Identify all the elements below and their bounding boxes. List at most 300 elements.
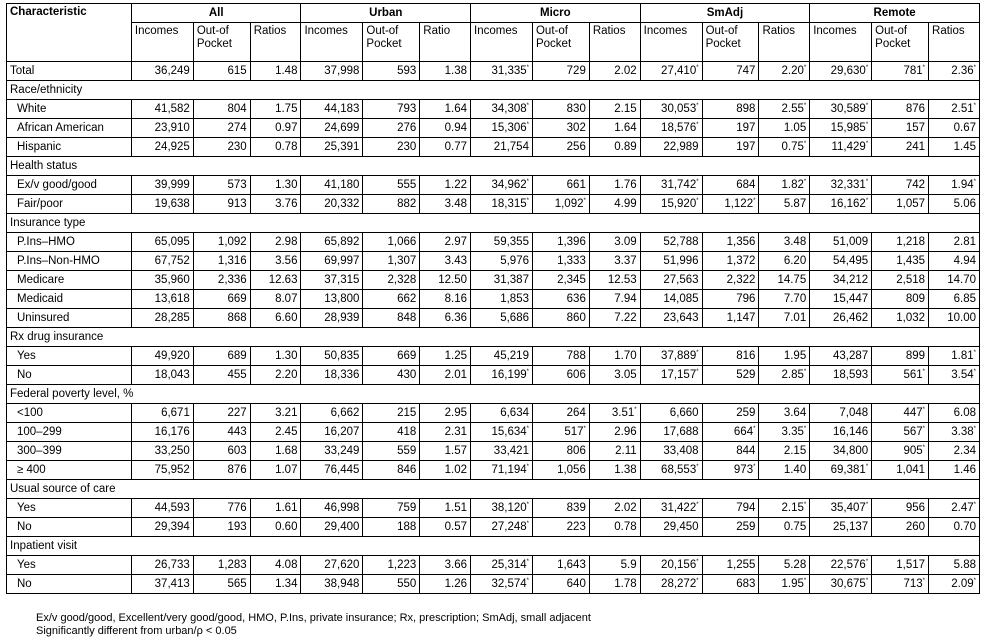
significance-marker: * xyxy=(583,198,586,205)
table-cell: 1,517 xyxy=(872,556,929,575)
table-cell: 26,462 xyxy=(810,309,872,328)
table-cell: 1.76 xyxy=(589,176,640,195)
table-cell: 2.15* xyxy=(759,499,810,518)
table-cell: 793 xyxy=(363,100,420,119)
significance-marker: * xyxy=(865,559,869,566)
table-cell: 29,450 xyxy=(640,518,702,537)
table-cell: 34,800 xyxy=(810,442,872,461)
table-cell: 1,255 xyxy=(702,556,759,575)
table-cell: 3.48 xyxy=(759,233,810,252)
row-label: Yes xyxy=(7,347,132,366)
table-cell: 18,315* xyxy=(471,195,533,214)
group-header-row xyxy=(7,4,980,23)
table-cell: 662 xyxy=(363,290,420,309)
table-cell: 17,688 xyxy=(640,423,702,442)
table-cell: 69,997 xyxy=(301,252,363,271)
significance-marker: * xyxy=(973,103,976,110)
table-cell: 806 xyxy=(532,442,589,461)
table-cell: 16,176 xyxy=(131,423,193,442)
table-cell: 876 xyxy=(872,100,929,119)
table-cell: 76,445 xyxy=(301,461,363,480)
table-cell: 804 xyxy=(193,100,250,119)
table-cell: 1.02 xyxy=(420,461,471,480)
table-cell: 2.96 xyxy=(589,423,640,442)
table-cell: 67,752 xyxy=(131,252,193,271)
table-cell: 12.50 xyxy=(420,271,471,290)
subcolumn-header: Out-of Pocket xyxy=(872,23,929,62)
table-cell: 35,407* xyxy=(810,499,872,518)
table-cell: 1.57 xyxy=(420,442,471,461)
table-cell: 2.15 xyxy=(589,100,640,119)
table-cell: 2.15 xyxy=(759,442,810,461)
subcolumn-header: Out-of Pocket xyxy=(193,23,250,62)
table-cell: 4.94 xyxy=(929,252,980,271)
table-cell: 1,307 xyxy=(363,252,420,271)
table-cell: 274 xyxy=(193,119,250,138)
significance-marker: * xyxy=(803,502,807,509)
table-body xyxy=(7,62,980,594)
table-cell: 22,576* xyxy=(810,556,872,575)
table-row xyxy=(7,290,980,309)
section-label: Race/ethnicity xyxy=(7,81,980,100)
table-cell: 898 xyxy=(702,100,759,119)
table-cell: 2.36* xyxy=(929,62,980,81)
table-cell: 1,223 xyxy=(363,556,420,575)
subcolumn-header: Out-of Pocket xyxy=(363,23,420,62)
table-cell: 1.82* xyxy=(759,176,810,195)
table-cell: 742 xyxy=(872,176,929,195)
table-row xyxy=(7,176,980,195)
table-cell: 38,948 xyxy=(301,575,363,594)
table-cell: 606 xyxy=(532,366,589,385)
table-cell: 27,620 xyxy=(301,556,363,575)
table-cell: 3.37 xyxy=(589,252,640,271)
table-cell: 2,328 xyxy=(363,271,420,290)
table-cell: 1,147 xyxy=(702,309,759,328)
row-label: Medicare xyxy=(7,271,132,290)
subcolumn-header: Out-of Pocket xyxy=(532,23,589,62)
table-cell: 0.75* xyxy=(759,138,810,157)
table-cell: 0.75 xyxy=(759,518,810,537)
significance-marker: * xyxy=(973,502,976,509)
table-row xyxy=(7,119,980,138)
table-cell: 33,250 xyxy=(131,442,193,461)
significance-marker: * xyxy=(973,426,976,433)
table-cell: 50,835 xyxy=(301,347,363,366)
row-label: Uninsured xyxy=(7,309,132,328)
table-cell: 913 xyxy=(193,195,250,214)
table-cell: 2.45 xyxy=(250,423,301,442)
table-cell: 0.60 xyxy=(250,518,301,537)
table-cell: 28,285 xyxy=(131,309,193,328)
section-row xyxy=(7,328,980,347)
section-label: Federal poverty level, % xyxy=(7,385,980,404)
significance-marker: * xyxy=(526,464,529,471)
table-row xyxy=(7,138,980,157)
table-cell: 18,576* xyxy=(640,119,702,138)
significance-marker: * xyxy=(526,521,529,528)
significance-marker: * xyxy=(865,502,869,509)
table-cell: 550 xyxy=(363,575,420,594)
table-cell: 23,910 xyxy=(131,119,193,138)
table-cell: 276 xyxy=(363,119,420,138)
table-cell: 46,998 xyxy=(301,499,363,518)
significance-marker: * xyxy=(865,198,869,205)
table-row xyxy=(7,499,980,518)
table-row xyxy=(7,347,980,366)
significance-marker: * xyxy=(803,179,807,186)
section-row xyxy=(7,480,980,499)
table-cell: 2.11 xyxy=(589,442,640,461)
table-cell: 259 xyxy=(702,518,759,537)
table-cell: 1.64 xyxy=(420,100,471,119)
subcolumn-header: Ratios xyxy=(759,23,810,62)
table-cell: 839 xyxy=(532,499,589,518)
table-cell: 256 xyxy=(532,138,589,157)
table-cell: 26,733 xyxy=(131,556,193,575)
data-table xyxy=(6,3,980,594)
significance-marker: * xyxy=(803,103,807,110)
table-cell: 44,593 xyxy=(131,499,193,518)
table-cell: 6,634 xyxy=(471,404,533,423)
table-cell: 683 xyxy=(702,575,759,594)
footnote-significance: Significantly different from urban/ρ < 0.05 xyxy=(36,625,237,637)
row-label: 300–399 xyxy=(7,442,132,461)
table-cell: 447* xyxy=(872,404,929,423)
table-cell: 669 xyxy=(193,290,250,309)
table-cell: 49,920 xyxy=(131,347,193,366)
significance-marker: * xyxy=(922,369,926,376)
significance-marker: * xyxy=(526,198,529,205)
table-cell: 2.01 xyxy=(420,366,471,385)
section-row xyxy=(7,537,980,556)
table-cell: 5,686 xyxy=(471,309,533,328)
table-cell: 8.16 xyxy=(420,290,471,309)
table-cell: 2.02 xyxy=(589,62,640,81)
table-cell: 30,675* xyxy=(810,575,872,594)
table-cell: 3.05 xyxy=(589,366,640,385)
table-cell: 846 xyxy=(363,461,420,480)
table-cell: 3.56 xyxy=(250,252,301,271)
table-cell: 4.99 xyxy=(589,195,640,214)
row-label: Fair/poor xyxy=(7,195,132,214)
significance-marker: * xyxy=(922,445,926,452)
table-cell: 1.26 xyxy=(420,575,471,594)
significance-marker: * xyxy=(865,578,869,585)
table-cell: 3.38* xyxy=(929,423,980,442)
table-cell: 0.67 xyxy=(929,119,980,138)
table-cell: 3.43 xyxy=(420,252,471,271)
table-cell: 230 xyxy=(363,138,420,157)
table-cell: 264 xyxy=(532,404,589,423)
table-cell: 517* xyxy=(532,423,589,442)
section-label: Insurance type xyxy=(7,214,980,233)
table-cell: 2.47* xyxy=(929,499,980,518)
table-cell: 3.48 xyxy=(420,195,471,214)
table-cell: 1.46 xyxy=(929,461,980,480)
significance-marker: * xyxy=(865,122,869,129)
table-row xyxy=(7,195,980,214)
table-cell: 14.70 xyxy=(929,271,980,290)
significance-marker: * xyxy=(526,502,529,509)
significance-marker: * xyxy=(696,198,699,205)
table-cell: 0.57 xyxy=(420,518,471,537)
row-label: No xyxy=(7,575,132,594)
table-cell: 1.07 xyxy=(250,461,301,480)
table-cell: 1.30 xyxy=(250,176,301,195)
table-cell: 5.9 xyxy=(589,556,640,575)
table-cell: 1,041 xyxy=(872,461,929,480)
table-cell: 684 xyxy=(702,176,759,195)
table-row xyxy=(7,233,980,252)
table-footnotes xyxy=(36,612,591,638)
table-cell: 3.21 xyxy=(250,404,301,423)
table-cell: 868 xyxy=(193,309,250,328)
table-cell: 39,999 xyxy=(131,176,193,195)
table-row xyxy=(7,62,980,81)
table-row xyxy=(7,518,980,537)
significance-marker: * xyxy=(865,179,869,186)
table-cell: 664* xyxy=(702,423,759,442)
table-cell: 7.01 xyxy=(759,309,810,328)
table-cell: 6.85 xyxy=(929,290,980,309)
table-cell: 418 xyxy=(363,423,420,442)
table-cell: 848 xyxy=(363,309,420,328)
table-cell: 8.07 xyxy=(250,290,301,309)
table-cell: 29,630* xyxy=(810,62,872,81)
table-cell: 75,952 xyxy=(131,461,193,480)
section-label: Rx drug insurance xyxy=(7,328,980,347)
table-cell: 13,800 xyxy=(301,290,363,309)
table-cell: 223 xyxy=(532,518,589,537)
table-cell: 197 xyxy=(702,119,759,138)
table-cell: 7.22 xyxy=(589,309,640,328)
table-cell: 876 xyxy=(193,461,250,480)
significance-marker: * xyxy=(865,464,869,471)
group-header-micro: Micro xyxy=(471,4,641,23)
table-cell: 1,396 xyxy=(532,233,589,252)
table-cell: 19,638 xyxy=(131,195,193,214)
table-cell: 1.48 xyxy=(250,62,301,81)
table-cell: 430 xyxy=(363,366,420,385)
subcolumn-header: Out-of Pocket xyxy=(702,23,759,62)
row-label: ≥ 400 xyxy=(7,461,132,480)
table-cell: 1.75 xyxy=(250,100,301,119)
table-cell: 844 xyxy=(702,442,759,461)
table-cell: 29,394 xyxy=(131,518,193,537)
section-label: Health status xyxy=(7,157,980,176)
table-cell: 899 xyxy=(872,347,929,366)
table-cell: 3.76 xyxy=(250,195,301,214)
table-cell: 51,009 xyxy=(810,233,872,252)
section-row xyxy=(7,214,980,233)
subcolumn-header: Ratios xyxy=(589,23,640,62)
row-label: Hispanic xyxy=(7,138,132,157)
significance-marker: * xyxy=(803,65,807,72)
table-cell: 35,960 xyxy=(131,271,193,290)
table-cell: 0.78 xyxy=(589,518,640,537)
table-row xyxy=(7,442,980,461)
table-cell: 37,998 xyxy=(301,62,363,81)
table-cell: 23,643 xyxy=(640,309,702,328)
table-cell: 31,335* xyxy=(471,62,533,81)
table-row xyxy=(7,461,980,480)
table-cell: 2.85* xyxy=(759,366,810,385)
table-cell: 37,315 xyxy=(301,271,363,290)
table-row xyxy=(7,556,980,575)
significance-marker: * xyxy=(583,426,586,433)
table-cell: 27,410* xyxy=(640,62,702,81)
significance-marker: * xyxy=(526,65,529,72)
table-cell: 443 xyxy=(193,423,250,442)
table-cell: 54,495 xyxy=(810,252,872,271)
table-cell: 15,920* xyxy=(640,195,702,214)
significance-marker: * xyxy=(922,65,926,72)
group-header-urban: Urban xyxy=(301,4,471,23)
significance-marker: * xyxy=(922,426,926,433)
row-label: Medicaid xyxy=(7,290,132,309)
row-label: 100–299 xyxy=(7,423,132,442)
significance-marker: * xyxy=(696,578,699,585)
table-cell: 30,589* xyxy=(810,100,872,119)
table-cell: 32,574* xyxy=(471,575,533,594)
table-cell: 2.09* xyxy=(929,575,980,594)
significance-marker: * xyxy=(753,426,756,433)
table-cell: 559 xyxy=(363,442,420,461)
table-cell: 593 xyxy=(363,62,420,81)
table-cell: 31,387 xyxy=(471,271,533,290)
table-cell: 2.98 xyxy=(250,233,301,252)
table-cell: 1,283 xyxy=(193,556,250,575)
significance-marker: * xyxy=(526,103,529,110)
table-cell: 3.35* xyxy=(759,423,810,442)
table-cell: 0.70 xyxy=(929,518,980,537)
table-cell: 2.20* xyxy=(759,62,810,81)
table-row xyxy=(7,366,980,385)
table-cell: 27,248* xyxy=(471,518,533,537)
table-cell: 34,308* xyxy=(471,100,533,119)
table-cell: 18,336 xyxy=(301,366,363,385)
subcolumn-header: Ratios xyxy=(250,23,301,62)
significance-marker: * xyxy=(753,464,756,471)
table-cell: 1.05 xyxy=(759,119,810,138)
table-cell: 11,429* xyxy=(810,138,872,157)
significance-marker: * xyxy=(865,141,869,148)
footnote-abbreviations: Ex/v good/good, Excellent/very good/good, HMO, P.Ins, private insurance; Rx, prescription; SmAdj, small adjacent xyxy=(36,612,591,624)
table-cell: 68,553* xyxy=(640,461,702,480)
significance-marker: * xyxy=(973,578,976,585)
table-cell: 669 xyxy=(363,347,420,366)
table-cell: 28,939 xyxy=(301,309,363,328)
table-cell: 27,563 xyxy=(640,271,702,290)
table-cell: 1.22 xyxy=(420,176,471,195)
table-cell: 34,962* xyxy=(471,176,533,195)
table-cell: 16,162* xyxy=(810,195,872,214)
table-cell: 615 xyxy=(193,62,250,81)
table-cell: 905* xyxy=(872,442,929,461)
table-cell: 21,754 xyxy=(471,138,533,157)
table-cell: 689 xyxy=(193,347,250,366)
table-cell: 1,643 xyxy=(532,556,589,575)
table-cell: 65,095 xyxy=(131,233,193,252)
table-cell: 230 xyxy=(193,138,250,157)
table-cell: 15,447 xyxy=(810,290,872,309)
table-cell: 33,421 xyxy=(471,442,533,461)
table-cell: 1.45 xyxy=(929,138,980,157)
section-label: Inpatient visit xyxy=(7,537,980,556)
table-cell: 20,332 xyxy=(301,195,363,214)
table-cell: 567* xyxy=(872,423,929,442)
table-cell: 241 xyxy=(872,138,929,157)
row-label: Total xyxy=(7,62,132,81)
table-cell: 15,634* xyxy=(471,423,533,442)
table-cell: 759 xyxy=(363,499,420,518)
table-cell: 2.95 xyxy=(420,404,471,423)
significance-marker: * xyxy=(803,141,807,148)
table-cell: 215 xyxy=(363,404,420,423)
table-cell: 1.81* xyxy=(929,347,980,366)
table-cell: 3.66 xyxy=(420,556,471,575)
table-cell: 2.31 xyxy=(420,423,471,442)
significance-marker: * xyxy=(696,103,699,110)
significance-marker: * xyxy=(865,103,869,110)
significance-marker: * xyxy=(526,179,529,186)
table-cell: 555 xyxy=(363,176,420,195)
table-cell: 2.34 xyxy=(929,442,980,461)
table-cell: 529 xyxy=(702,366,759,385)
significance-marker: * xyxy=(696,65,699,72)
table-cell: 6.20 xyxy=(759,252,810,271)
table-cell: 1,356 xyxy=(702,233,759,252)
subcolumn-header: Ratio xyxy=(420,23,471,62)
table-cell: 13,618 xyxy=(131,290,193,309)
table-row xyxy=(7,404,980,423)
table-cell: 15,985* xyxy=(810,119,872,138)
table-cell: 14,085 xyxy=(640,290,702,309)
table-cell: 5,976 xyxy=(471,252,533,271)
table-cell: 1,333 xyxy=(532,252,589,271)
table-cell: 20,156* xyxy=(640,556,702,575)
table-cell: 573 xyxy=(193,176,250,195)
significance-marker: * xyxy=(803,426,807,433)
table-cell: 455 xyxy=(193,366,250,385)
row-label: White xyxy=(7,100,132,119)
table-cell: 788 xyxy=(532,347,589,366)
table-cell: 3.09 xyxy=(589,233,640,252)
table-cell: 45,219 xyxy=(471,347,533,366)
table-cell: 37,413 xyxy=(131,575,193,594)
table-cell: 973* xyxy=(702,461,759,480)
table-cell: 33,408 xyxy=(640,442,702,461)
table-cell: 1.25 xyxy=(420,347,471,366)
table-cell: 6,671 xyxy=(131,404,193,423)
table-cell: 25,137 xyxy=(810,518,872,537)
table-cell: 16,199* xyxy=(471,366,533,385)
significance-marker: * xyxy=(696,350,699,357)
table-cell: 32,331* xyxy=(810,176,872,195)
table-cell: 1,092 xyxy=(193,233,250,252)
table-cell: 1.34 xyxy=(250,575,301,594)
table-cell: 1.61 xyxy=(250,499,301,518)
table-cell: 10.00 xyxy=(929,309,980,328)
table-cell: 14.75 xyxy=(759,271,810,290)
table-cell: 260 xyxy=(872,518,929,537)
table-cell: 882 xyxy=(363,195,420,214)
table-cell: 1.64 xyxy=(589,119,640,138)
row-label: No xyxy=(7,366,132,385)
table-cell: 5.87 xyxy=(759,195,810,214)
table-cell: 713* xyxy=(872,575,929,594)
